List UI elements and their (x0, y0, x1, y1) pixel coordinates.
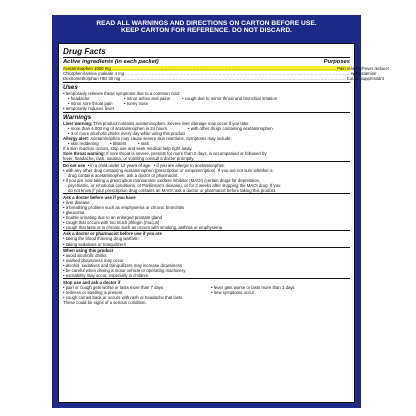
sore-throat-text-2: fever, headache, rash, nausea, or vomiting consult a doctor promptly. (63, 156, 195, 162)
ask-doctor-item: • a breathing problem such as emphysema or chronic bronchitis (63, 204, 185, 210)
when-using-item: • marked drowsiness may occur (63, 258, 124, 264)
divider (63, 112, 350, 113)
ask-pharmacist-item: • taking the blood thinning drug warfarin (63, 236, 139, 242)
ingredient-purpose: Cough suppressant (346, 75, 384, 81)
active-ingredients-header (63, 59, 350, 66)
ask-doctor-item: • cough that occurs with too much phlegm (mucus) (63, 219, 160, 225)
when-using-item: • be careful when driving a motor vehicle or operating machinery (63, 268, 186, 274)
when-using-section (63, 247, 350, 279)
stop-use-item: • new symptoms occur (211, 289, 255, 295)
leader-dots: ................................................................................................................................................................. (121, 75, 346, 81)
ask-doctor-item: • liver disease (63, 199, 90, 205)
active-ingredients-heading: Active ingredients (in each packet) (63, 59, 159, 65)
stop-use-item: • cough comes back or occurs with rash or headache that lasts (63, 294, 183, 300)
uses-intro: • temporarily relieves these symptoms due to a common cold: (63, 90, 181, 96)
divider (63, 57, 350, 58)
stop-use-item: • pain or cough gets worse or lasts more than 7 days (63, 284, 164, 290)
ask-doctor-item: • glaucoma (63, 209, 85, 215)
use-item: • runny nose (124, 100, 148, 106)
do-not-use-section (63, 161, 350, 193)
do-not-use-label: Do not use (63, 162, 86, 168)
when-using-heading: When using this product (63, 248, 114, 254)
use-item: • headache (68, 95, 90, 101)
allergy-symptom: • skin reddening (68, 141, 99, 147)
use-item: • cough due to minor throat and bronchial irritation (182, 95, 278, 101)
ask-pharmacist-item: • taking sedatives or tranquilizers (63, 241, 126, 247)
stop-use-item: • fever gets worse or lasts more than 3 days (211, 284, 295, 290)
purposes-heading: Purposes (323, 59, 350, 65)
do-not-use-text: do not know if your prescription drug contains an MAOI, ask a doctor or pharmacist before taking this product. (68, 188, 277, 194)
drug-facts-title: Drug Facts (63, 47, 106, 56)
ask-doctor-section (63, 193, 350, 230)
allergy-stop: If a skin reaction occurs, stop use and seek medical help right away. (63, 146, 193, 152)
leader-dots: ................................................................................................................................................................. (125, 70, 350, 76)
liver-item: • 3 or more alcoholic drinks every day while using this product (68, 131, 186, 137)
use-item: • minor aches and pains (124, 95, 170, 101)
liver-warning-text: This product contains acetaminophen. Severe liver damage may occur if you take (92, 120, 249, 126)
banner-line-1: READ ALL WARNINGS AND DIRECTIONS ON CARTON BEFORE USE. (96, 20, 317, 27)
when-using-item: • excitability may occur, especially in children (63, 273, 149, 279)
allergy-alert-text: Acetaminophen may cause severe skin reactions. Symptoms may include: (89, 136, 232, 142)
sore-throat-label: Sore throat warning: (63, 151, 106, 157)
ingredient-purpose: Antihistamine (350, 70, 377, 76)
do-not-use-item: • if you are allergic to acetaminophen (153, 162, 225, 168)
ingredient-name: Chlorpheniramine maleate 4 mg (63, 70, 125, 76)
ask-doctor-item: • cough that lasts or is chronic such as occurs with smoking, asthma or emphysema (63, 224, 223, 230)
ask-doctor-item: • trouble urinating due to an enlarged prostate gland (63, 214, 162, 220)
do-not-use-text: • if you are now taking a prescription monoamine oxidase inhibitor (MAOI) (certain drugs for depression, (63, 177, 261, 183)
ask-pharmacist-heading: Ask a doctor or pharmacist before use if you are (63, 231, 162, 237)
divider (63, 82, 350, 83)
ingredient-row-dextromethorphan (63, 75, 384, 81)
allergy-alert-label: Allergy alert: (63, 136, 90, 142)
ingredient-purpose: Pain reliever/Fever reducer (337, 65, 390, 71)
warnings-heading: Warnings (63, 113, 92, 121)
warning-banner (52, 15, 361, 42)
ingredient-name: Dextromethorphan HBr 30 mg (63, 75, 121, 81)
do-not-use-item: • in a child under 12 years of age (87, 162, 151, 168)
ask-pharmacist-section (63, 230, 350, 247)
carton-panel (52, 15, 390, 408)
leader-dots: ................................................................................................................................................................. (111, 65, 337, 71)
do-not-use-text: psychiatric, or emotional conditions, or Parkinson's disease), or for 2 weeks after stopping the MAOI drug. If you (68, 182, 281, 188)
stop-use-note: These could be signs of a serious condition. (63, 300, 147, 306)
when-using-item: • avoid alcoholic drinks (63, 253, 107, 259)
liver-item: • more than 4,000 mg of acetaminophen in 24 hours (68, 125, 167, 131)
allergy-symptom: • rash (138, 141, 150, 147)
when-using-item: • alcohol, sedatives and tranquilizers may increase drowsiness (63, 263, 183, 269)
use-item: • temporarily reduces fever (63, 105, 115, 111)
banner-line-2: KEEP CARTON FOR REFERENCE. DO NOT DISCARD. (120, 27, 293, 35)
uses-heading: Uses (63, 83, 78, 91)
stop-use-heading: Stop use and ask a doctor if (63, 279, 121, 285)
liver-warning-label: Liver warning: (63, 120, 93, 126)
use-item: • minor sore throat pain (68, 100, 113, 106)
ingredient-name: Acetaminophen 1000 mg (63, 65, 111, 71)
do-not-use-text: drug contains acetaminophen, ask a doctor or pharmacist. (68, 172, 179, 178)
liver-item: • with other drugs containing acetaminophen (188, 125, 273, 131)
do-not-use-text: • with any other drug containing acetaminophen (prescription or nonprescription). If you are not sure whether a (63, 167, 273, 173)
drug-facts-panel (58, 43, 390, 403)
sore-throat-text: If sore throat is severe, persists for more than 2 days, is accompanied or followed by (105, 151, 267, 157)
allergy-symptom: • blisters (110, 141, 127, 147)
stop-use-item: • redness or swelling is present (63, 289, 123, 295)
ask-doctor-heading: Ask a doctor before use if you have (63, 194, 136, 200)
stop-use-section (63, 278, 350, 305)
